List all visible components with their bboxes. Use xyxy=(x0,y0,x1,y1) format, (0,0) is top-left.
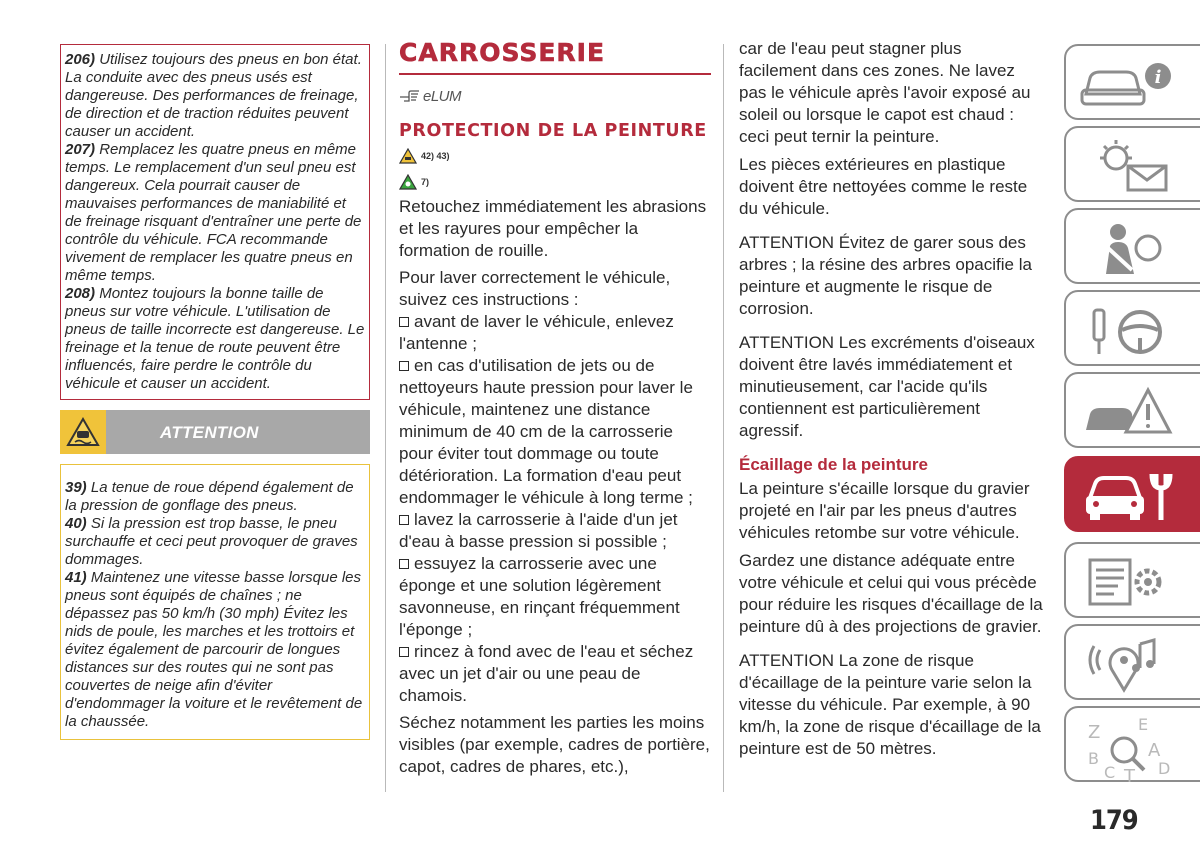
warning-reference: 42) 43) xyxy=(399,148,711,164)
car-info-icon xyxy=(1078,54,1178,114)
index-letter: T xyxy=(1124,766,1135,782)
tab-car-info[interactable] xyxy=(1064,44,1200,120)
index-letter: C xyxy=(1104,763,1116,782)
attention-banner xyxy=(60,410,370,454)
tab-index[interactable] xyxy=(1064,706,1200,782)
elum-logo: eLUM xyxy=(399,85,711,107)
page-number: 179 xyxy=(1090,805,1138,836)
washing-instructions: Retouchez immédiatement les abrasions et les rayures pour empêcher la formation de rouille. Pour laver correctement le véhicule, suivez ces instructions : avant de laver le véhicule, enlevez l'antenne ; en cas d'utilisation de jets ou de nettoyeurs haute pression pour laver le véhicule, maintenez une distance minimum de 40 cm de la carrosserie pour éviter tout dommage ou toute détérioration. La formation d'eau peut endommager le véhicule à long terme ; lavez la carrosserie à l'aide d'un jet d'eau à basse pression si possible ; essuyez la carrosserie avec une éponge et une solution légèrement savonneuse, en rinçant fréquemment l'éponge ; rincez à fond avec de l'eau et séchez avec un jet d'air ou une peau de chamois. Séchez notamment les parties les moins visibles (par exemple, cadres de portière, capot, cadres de phares, etc.), xyxy=(399,197,710,776)
checkbox-bullet-icon xyxy=(399,317,409,327)
list-item: essuyez la carrosserie avec une éponge et une solution légèrement savonneuse, en rinçant fréquemment l'éponge ; xyxy=(399,554,680,639)
section-rule xyxy=(399,73,711,75)
attention-item: 41) Maintenez une vitesse basse lorsque les pneus sont équipés de chaînes ; ne dépassez pas 50 km/h (30 mph) Évitez les nids de poule, les marches et les trottoirs et évitez également de parcourir de longues distances sur des routes qui ne sont pas couvertes de neige afin d'éviter d'endommager la voiture et le revêtement de la chaussée. xyxy=(65,569,363,730)
subsection-title: PROTECTION DE LA PEINTURE xyxy=(399,121,707,141)
tab-safety[interactable] xyxy=(1064,208,1200,284)
tab-emergency[interactable] xyxy=(1064,372,1200,448)
index-letter: B xyxy=(1088,749,1099,768)
tab-starting-driving[interactable] xyxy=(1064,290,1200,366)
warnings-box xyxy=(60,44,370,400)
list-item: rincez à fond avec de l'eau et séchez avec un jet d'air ou une peau de chamois. xyxy=(399,642,694,705)
list-item: lavez la carrosserie à l'aide d'un jet d'eau à basse pression si possible ; xyxy=(399,510,678,551)
tab-technical-data[interactable] xyxy=(1064,542,1200,618)
car-maintenance-icon xyxy=(1078,466,1178,526)
left-column xyxy=(60,44,370,740)
tab-lights-messages[interactable] xyxy=(1064,126,1200,202)
checkbox-bullet-icon xyxy=(399,647,409,657)
tab-maintenance[interactable] xyxy=(1064,456,1200,532)
skidding-car-warning-icon xyxy=(60,410,106,454)
crash-warning-icon xyxy=(1078,382,1178,442)
list-item: avant de laver le véhicule, enlevez l'antenne ; xyxy=(399,312,674,353)
checkbox-bullet-icon xyxy=(399,559,409,569)
warning-item: 207) Remplacez les quatre pneus en même temps. Le remplacement d'un seul pneu est dangereux. Cela pourrait causer de mauvaises performances de maniabilité et de freinage risquant d'entraîner une perte de contrôle du véhicule. FCA recommande vivement de remplacer les quatre pneus en même temps. xyxy=(65,141,362,284)
column-divider xyxy=(723,44,724,792)
attention-item: 39) La tenue de roue dépend également de la pression de gonflage des pneus. xyxy=(65,479,354,514)
svg-text:i: i xyxy=(1154,67,1162,88)
attention-label: ATTENTION xyxy=(160,423,259,442)
checkbox-bullet-icon xyxy=(399,361,409,371)
list-item: en cas d'utilisation de jets ou de nettoyeurs haute pression pour laver le véhicule, maintenez une distance minimum de 40 cm de la carrosserie pour éviter tout dommage ou toute détérioration. La formation d'eau peut endommager le véhicule à long terme ; xyxy=(399,356,693,507)
section-title: CARROSSERIE xyxy=(399,38,606,67)
index-letter: E xyxy=(1138,716,1149,734)
right-column: car de l'eau peut stagner plus facilement dans ces zones. Ne lavez pas le véhicule après l'avoir exposé au soleil ou lorsque le capot est chaud : ceci peut ternir la peinture. Les pièces extérieures en plastique doivent être nettoyées comme le reste du véhicule. ATTENTION Évitez de garer sous des arbres ; la résine des arbres opacifie la peinture et augmente le risque de corrosion. ATTENTION Les excréments d'oiseaux doivent être lavés immédiatement et minutieusement, car l'acide qu'ils contiennent est particulièrement agressif. Écaillage de la peinture La peinture s'écaille lorsque du gravier projeté en l'air par les pneus d'autres véhicules retombe sur votre véhicule. Gardez une distance adéquate entre votre véhicule et celui qui vous précède pour réduire les risques d'écaillage de la peinture dû à des projections de gravier. ATTENTION La zone de risque d'écaillage de la peinture varie selon la vitesse du véhicule. Par exemple, à 90 km/h, la zone de risque d'écaillage de la peinture est de 50 mètres. xyxy=(739,39,1043,758)
checkbox-bullet-icon xyxy=(399,515,409,525)
pointing-hand-icon xyxy=(399,88,421,104)
key-steering-wheel-icon xyxy=(1078,300,1178,360)
airbag-seatbelt-icon xyxy=(1078,218,1178,278)
lights-mail-icon xyxy=(1078,136,1178,196)
warning-triangle-icon xyxy=(399,148,417,164)
tab-multimedia[interactable] xyxy=(1064,624,1200,700)
index-letters-icon xyxy=(1078,716,1178,782)
environment-triangle-icon xyxy=(399,174,417,190)
specs-gear-icon xyxy=(1078,552,1178,612)
warning-item: 206) Utilisez toujours des pneus en bon état. La conduite avec des pneus usés est dangereuse. Des performances de freinage, de direction et de traction réduites peuvent causer un accident. xyxy=(65,51,362,140)
paint-chipping-heading: Écaillage de la peinture xyxy=(739,455,928,474)
index-letter: Z xyxy=(1088,722,1101,743)
middle-column xyxy=(399,38,711,783)
index-letter: D xyxy=(1158,759,1171,778)
column-divider xyxy=(385,44,386,792)
environment-reference: 7) xyxy=(399,174,711,190)
index-letter: A xyxy=(1148,740,1161,761)
warning-item: 208) Montez toujours la bonne taille de pneus sur votre véhicule. L'utilisation de pneus de taille incorrecte est dangereuse. Le freinage et la tenue de route peuvent être influencés, faire perdre le contrôle du véhicule et causer un accident. xyxy=(65,285,365,392)
multimedia-icon xyxy=(1078,634,1178,694)
attention-box xyxy=(60,464,370,740)
attention-item: 40) Si la pression est trop basse, le pneu surchauffe et ceci peut provoquer de graves dommages. xyxy=(65,515,358,568)
